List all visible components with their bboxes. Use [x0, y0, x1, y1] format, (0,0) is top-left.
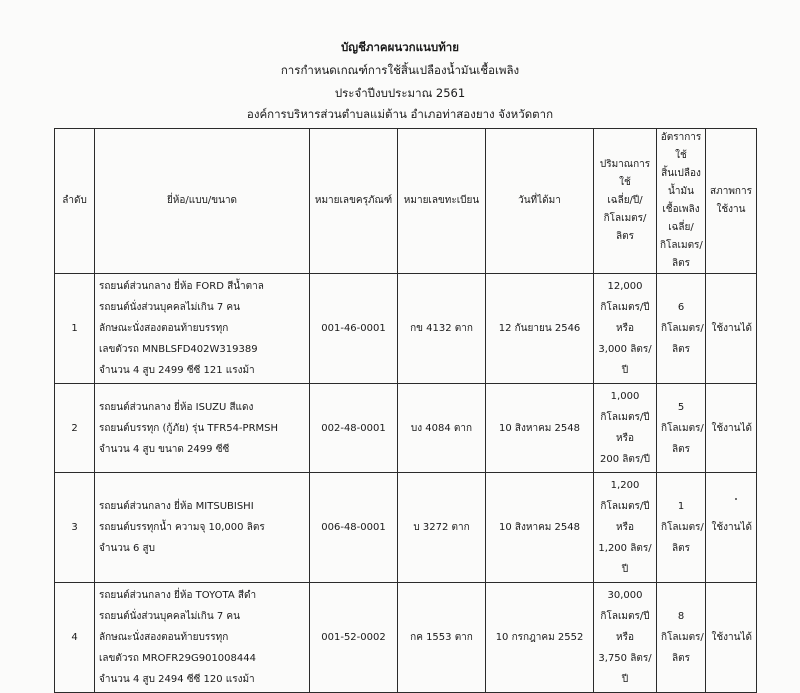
row-acquired-date: 12 กันยายน 2546: [486, 274, 594, 384]
row-registration: กค 1553 ตาก: [398, 583, 486, 693]
usage-line: 30,000: [607, 590, 643, 601]
row-no: 3: [55, 473, 95, 583]
header-status: [706, 129, 757, 274]
brand-line: จำนวน 4 สูบ ขนาด 2499 ซีซี: [99, 443, 230, 455]
brand-line: รถยนต์ส่วนกลาง ยี่ห้อ TOYOTA สีดำ: [99, 590, 257, 601]
brand-line: รถยนต์นั่งส่วนบุคคลไม่เกิน 7 คน: [99, 302, 240, 313]
row-registration: กข 4132 ตาก: [398, 274, 486, 384]
row-usage: [594, 274, 657, 384]
row-no: 4: [55, 583, 95, 693]
brand-line: รถยนต์ส่วนกลาง ยี่ห้อ ISUZU สีแดง: [99, 401, 254, 413]
header-registration: หมายเลขทะเบียน: [398, 129, 486, 274]
brand-line: เลขตัวรถ MROFR29G901008444: [99, 653, 256, 664]
row-registration: บ 3272 ตาก: [398, 473, 486, 583]
brand-line: รถยนต์ส่วนกลาง ยี่ห้อ FORD สีน้ำตาล: [99, 281, 264, 292]
row-asset-number: 001-46-0001: [310, 274, 398, 384]
document-title: บัญชีภาคผนวกแนบท้าย: [340, 40, 459, 54]
header-rate: [657, 129, 706, 274]
vehicle-fuel-table: [54, 128, 757, 693]
row-acquired-date: 10 กรกฎาคม 2552: [486, 583, 594, 693]
row-asset-number: 002-48-0001: [310, 384, 398, 473]
row-rate: 8 กิโลเมตร/ลิตร: [657, 583, 706, 693]
row-usage: [594, 473, 657, 583]
usage-line: กิโลเมตร/ปี หรือ: [600, 611, 650, 643]
row-acquired-date: 10 สิงหาคม 2548: [486, 473, 594, 583]
document-subtitle: การกำหนดเกณฑ์การใช้สิ้นเปลืองน้ำมันเชื้อเพลิง: [280, 63, 520, 77]
brand-line: ลักษณะนั่งสองตอนท้ายบรรทุก: [99, 632, 229, 643]
brand-line: เลขตัวรถ MNBLSFD402W319389: [99, 344, 258, 355]
table-row: [55, 583, 757, 693]
header-usage-line: กิโลเมตร/ลิตร: [603, 213, 647, 242]
header-brand: ยี่ห้อ/แบบ/ขนาด: [95, 129, 310, 274]
brand-line: รถยนต์บรรทุก (กู้ภัย) รุ่น TFR54-PRMSH: [99, 422, 279, 434]
table-row: [55, 384, 757, 473]
table-row: [55, 274, 757, 384]
row-brand: [95, 384, 310, 473]
row-brand: [95, 274, 310, 384]
header-rate-line: กิโลเมตร/ลิตร: [660, 240, 703, 269]
row-status: ใช้งานได้: [706, 473, 757, 583]
row-rate: 5 กิโลเมตร/ลิตร: [657, 384, 706, 473]
usage-line: กิโลเมตร/ปี หรือ: [600, 501, 650, 533]
brand-line: รถยนต์บรรทุกน้ำ ความจุ 10,000 ลิตร: [99, 522, 265, 533]
row-no: 1: [55, 274, 95, 384]
row-rate: 1 กิโลเมตร/ลิตร: [657, 473, 706, 583]
row-rate: 6 กิโลเมตร/ลิตร: [657, 274, 706, 384]
header-usage-line: ปริมาณการใช้: [599, 159, 651, 188]
row-brand: [95, 473, 310, 583]
header-status-line: สภาพการ: [710, 186, 752, 197]
header-acquired-date: วันที่ได้มา: [486, 129, 594, 274]
header-rate-line: อัตราการใช้: [660, 132, 702, 161]
table-row: [55, 473, 757, 583]
header-rate-line: สิ้นเปลืองน้ำมัน: [661, 168, 701, 197]
row-no: 2: [55, 384, 95, 473]
row-asset-number: 001-52-0002: [310, 583, 398, 693]
usage-line: 12,000: [607, 281, 643, 292]
row-acquired-date: 10 สิงหาคม 2548: [486, 384, 594, 473]
header-no: ลำดับ: [55, 129, 95, 274]
brand-line: จำนวน 4 สูบ 2499 ซีซี 121 แรงม้า: [99, 365, 255, 376]
header-rate-line: เชื้อเพลิงเฉลี่ย/: [662, 204, 700, 233]
row-brand: [95, 583, 310, 693]
usage-line: 1,200: [610, 480, 640, 491]
row-status: ใช้งานได้: [706, 274, 757, 384]
organization-name: องค์การบริหารส่วนตำบลแม่ต้าน อำเภอท่าสองยาง จังหวัดตาก: [246, 107, 554, 121]
header-usage-line: เฉลี่ย/ปี/: [607, 195, 643, 206]
brand-line: รถยนต์ส่วนกลาง ยี่ห้อ MITSUBISHI: [99, 501, 254, 512]
brand-line: จำนวน 4 สูบ 2494 ซีซี 120 แรงม้า: [99, 674, 255, 685]
header-usage: [594, 129, 657, 274]
fiscal-year: ประจำปีงบประมาณ 2561: [334, 86, 466, 100]
row-registration: บง 4084 ตาก: [398, 384, 486, 473]
scan-speck: [735, 498, 737, 500]
brand-line: ลักษณะนั่งสองตอนท้ายบรรทุก: [99, 323, 229, 334]
header-status-line: ใช้งาน: [716, 204, 746, 215]
usage-line: 3,750 ลิตร/ปี: [598, 653, 652, 685]
usage-line: กิโลเมตร/ปี หรือ: [600, 302, 650, 334]
row-asset-number: 006-48-0001: [310, 473, 398, 583]
usage-line: 200 ลิตร/ปี: [600, 454, 650, 465]
brand-line: รถยนต์นั่งส่วนบุคคลไม่เกิน 7 คน: [99, 611, 240, 622]
usage-line: กิโลเมตร/ปี หรือ: [600, 412, 650, 444]
row-status: ใช้งานได้: [706, 384, 757, 473]
usage-line: 1,200 ลิตร/ปี: [598, 543, 652, 575]
header-asset-number: หมายเลขครุภัณฑ์: [310, 129, 398, 274]
usage-line: 3,000 ลิตร/ปี: [598, 344, 652, 376]
usage-line: 1,000: [610, 391, 640, 402]
row-usage: [594, 384, 657, 473]
row-usage: [594, 583, 657, 693]
table-header-row: [55, 129, 757, 274]
row-status: ใช้งานได้: [706, 583, 757, 693]
brand-line: จำนวน 6 สูบ: [99, 543, 155, 554]
